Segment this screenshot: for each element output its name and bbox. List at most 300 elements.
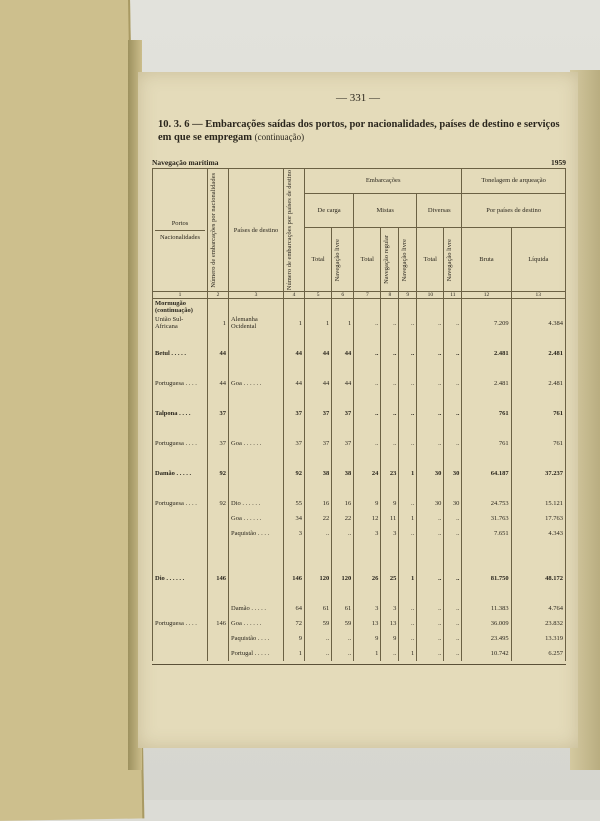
cell-c12: 36.009 xyxy=(462,616,511,631)
column-number: 12 xyxy=(462,292,511,299)
header-livre-2 xyxy=(399,228,417,292)
cell-c12: 2.481 xyxy=(462,376,511,391)
table-title-text: 10. 3. 6 — Embarcações saídas dos portos, por nacionalidades, países de destino e serviços em que se empregam xyxy=(158,119,560,143)
cell-c11 xyxy=(444,586,462,601)
cell-c8: .. xyxy=(381,315,399,331)
cell-c8: 25 xyxy=(381,571,399,586)
cell-port xyxy=(153,586,208,601)
cell-c7 xyxy=(354,586,381,601)
cell-c8: .. xyxy=(381,346,399,361)
cell-dest xyxy=(229,299,284,316)
header-liquida: Líquida xyxy=(511,228,565,292)
cell-c10: .. xyxy=(417,631,444,646)
table-row xyxy=(153,571,566,586)
cell-c10 xyxy=(417,556,444,571)
cell-c6 xyxy=(332,299,354,316)
cell-dest xyxy=(229,481,284,496)
cell-c12: 761 xyxy=(462,436,511,451)
cell-n xyxy=(208,421,229,436)
cell-n: 146 xyxy=(208,571,229,586)
cell-n: 1 xyxy=(208,315,229,331)
cell-c11 xyxy=(444,391,462,406)
cell-dest: Paquistão . . . . xyxy=(229,631,284,646)
cell-c6: 22 xyxy=(332,511,354,526)
cell-c4: 44 xyxy=(284,346,305,361)
cell-c9 xyxy=(399,541,417,556)
cell-c5 xyxy=(305,586,332,601)
cell-c4: 92 xyxy=(284,466,305,481)
cell-c13 xyxy=(511,299,565,316)
cell-c8 xyxy=(381,451,399,466)
cell-c13: 4.343 xyxy=(511,526,565,541)
cell-c5 xyxy=(305,391,332,406)
table-row xyxy=(153,391,566,406)
cell-c9: 1 xyxy=(399,511,417,526)
header-portos-text: Portos xyxy=(171,219,189,227)
cell-n xyxy=(208,481,229,496)
cell-port xyxy=(153,511,208,526)
cell-c12 xyxy=(462,556,511,571)
cell-c10 xyxy=(417,391,444,406)
cell-c13: 15.121 xyxy=(511,496,565,511)
cell-c12 xyxy=(462,331,511,346)
cell-c10 xyxy=(417,331,444,346)
cell-c12 xyxy=(462,299,511,316)
cell-c13 xyxy=(511,361,565,376)
cell-c5: 1 xyxy=(305,315,332,331)
table-row xyxy=(153,496,566,511)
cell-port: Dio . . . . . . xyxy=(153,571,208,586)
header-diversas: Diversas xyxy=(417,193,462,228)
cell-c10: .. xyxy=(417,315,444,331)
cell-c10: .. xyxy=(417,571,444,586)
data-table xyxy=(152,168,566,661)
cell-port: Damão . . . . . xyxy=(153,466,208,481)
cell-c11: .. xyxy=(444,406,462,421)
cell-c9 xyxy=(399,361,417,376)
section-year: 1959 xyxy=(551,158,566,167)
cell-c6: 37 xyxy=(332,436,354,451)
cell-c7: 9 xyxy=(354,496,381,511)
cell-dest: Goa . . . . . . xyxy=(229,436,284,451)
cell-c13: 17.763 xyxy=(511,511,565,526)
section-label: Navegação marítima xyxy=(152,158,219,167)
cell-dest xyxy=(229,346,284,361)
cell-c9: .. xyxy=(399,601,417,616)
cell-c4: 37 xyxy=(284,406,305,421)
cell-dest: Portugal . . . . . xyxy=(229,646,284,661)
cell-port xyxy=(153,526,208,541)
cell-c5 xyxy=(305,451,332,466)
cell-c8: 13 xyxy=(381,616,399,631)
cell-dest xyxy=(229,361,284,376)
cell-c12: 24.753 xyxy=(462,496,511,511)
cell-c5: 37 xyxy=(305,406,332,421)
cell-c12: 23.495 xyxy=(462,631,511,646)
cell-c12 xyxy=(462,361,511,376)
cell-c6 xyxy=(332,556,354,571)
cell-c8 xyxy=(381,541,399,556)
cell-c12: 761 xyxy=(462,406,511,421)
column-number: 1 xyxy=(153,292,208,299)
table-row xyxy=(153,451,566,466)
cell-n: 44 xyxy=(208,346,229,361)
table-row xyxy=(153,331,566,346)
header-livre-1 xyxy=(332,228,354,292)
cell-port xyxy=(153,541,208,556)
cell-port xyxy=(153,361,208,376)
header-numero-text: Número de embarcações por nacionalidades xyxy=(210,172,217,288)
cell-c12: 31.763 xyxy=(462,511,511,526)
table-row xyxy=(153,631,566,646)
cell-c8 xyxy=(381,361,399,376)
cell-c11: .. xyxy=(444,616,462,631)
cell-c4: 44 xyxy=(284,376,305,391)
cell-n: 146 xyxy=(208,616,229,631)
cell-dest: Goa . . . . . . xyxy=(229,616,284,631)
cell-c5 xyxy=(305,361,332,376)
cell-c5 xyxy=(305,331,332,346)
cell-n: 44 xyxy=(208,376,229,391)
cell-c13: 48.172 xyxy=(511,571,565,586)
cell-c7: 12 xyxy=(354,511,381,526)
cell-dest xyxy=(229,571,284,586)
cell-dest xyxy=(229,466,284,481)
header-livre-1-text: Navegação livre xyxy=(334,238,342,281)
cell-c8: .. xyxy=(381,376,399,391)
cell-c13: 13.319 xyxy=(511,631,565,646)
cell-c4: 55 xyxy=(284,496,305,511)
cell-c11: .. xyxy=(444,526,462,541)
cell-c9: .. xyxy=(399,376,417,391)
cell-c11 xyxy=(444,556,462,571)
header-livre-3 xyxy=(444,228,462,292)
cell-c6: 16 xyxy=(332,496,354,511)
header-total-3: Total xyxy=(417,228,444,292)
cell-c10 xyxy=(417,541,444,556)
cell-c9: 1 xyxy=(399,466,417,481)
cell-dest: Paquistão . . . . xyxy=(229,526,284,541)
cell-c10: .. xyxy=(417,511,444,526)
table-row xyxy=(153,541,566,556)
cell-c7: 24 xyxy=(354,466,381,481)
cell-c6: 61 xyxy=(332,601,354,616)
cell-c13: 23.832 xyxy=(511,616,565,631)
cell-c6 xyxy=(332,391,354,406)
cell-n xyxy=(208,299,229,316)
table-row xyxy=(153,315,566,331)
cell-c5: 59 xyxy=(305,616,332,631)
cell-c10: .. xyxy=(417,436,444,451)
cell-c11: .. xyxy=(444,346,462,361)
cell-c4: 37 xyxy=(284,436,305,451)
cell-c6 xyxy=(332,481,354,496)
cell-c6: .. xyxy=(332,526,354,541)
cell-c5 xyxy=(305,481,332,496)
cell-dest xyxy=(229,391,284,406)
header-total-2: Total xyxy=(354,228,381,292)
cell-port xyxy=(153,331,208,346)
cell-c10 xyxy=(417,361,444,376)
cell-c8: 11 xyxy=(381,511,399,526)
header-regular-text: Navegação regular xyxy=(383,235,391,285)
cell-c4 xyxy=(284,451,305,466)
cell-n xyxy=(208,526,229,541)
cell-c5: 61 xyxy=(305,601,332,616)
column-number: 5 xyxy=(305,292,332,299)
cell-c6: 59 xyxy=(332,616,354,631)
cell-n xyxy=(208,646,229,661)
header-tonelagem: Tonelagem de arqueação xyxy=(462,169,566,194)
cell-c9: 1 xyxy=(399,571,417,586)
cell-c4 xyxy=(284,421,305,436)
cell-c13 xyxy=(511,586,565,601)
cell-port xyxy=(153,646,208,661)
cell-c8: 23 xyxy=(381,466,399,481)
bottom-rule xyxy=(152,664,566,665)
cell-c10: .. xyxy=(417,646,444,661)
cell-port xyxy=(153,481,208,496)
cell-dest xyxy=(229,421,284,436)
cell-c11: .. xyxy=(444,511,462,526)
column-number: 3 xyxy=(229,292,284,299)
cell-c11: .. xyxy=(444,646,462,661)
table-row xyxy=(153,406,566,421)
cell-c4: 1 xyxy=(284,315,305,331)
cell-c8: 9 xyxy=(381,496,399,511)
cell-c5: 38 xyxy=(305,466,332,481)
cell-c9 xyxy=(399,421,417,436)
cell-dest xyxy=(229,406,284,421)
cell-c5 xyxy=(305,556,332,571)
cell-c10 xyxy=(417,299,444,316)
cell-c12 xyxy=(462,451,511,466)
cell-c11 xyxy=(444,541,462,556)
header-por-paises: Por países de destino xyxy=(462,193,566,228)
cell-c5 xyxy=(305,541,332,556)
cell-c10: .. xyxy=(417,526,444,541)
cell-c8 xyxy=(381,299,399,316)
cell-c7: .. xyxy=(354,346,381,361)
cell-c4: 72 xyxy=(284,616,305,631)
header-paises: Países de destino xyxy=(229,169,284,292)
cell-c4 xyxy=(284,361,305,376)
cell-port xyxy=(153,451,208,466)
column-number: 4 xyxy=(284,292,305,299)
cell-c4: 146 xyxy=(284,571,305,586)
header-mistas: Mistas xyxy=(354,193,417,228)
column-number: 13 xyxy=(511,292,565,299)
cell-port: Portuguesa . . . . xyxy=(153,436,208,451)
cell-n xyxy=(208,391,229,406)
cell-c12 xyxy=(462,421,511,436)
cell-c13 xyxy=(511,541,565,556)
cell-c8 xyxy=(381,421,399,436)
cell-c9: .. xyxy=(399,526,417,541)
cell-n xyxy=(208,511,229,526)
header-bruta: Bruta xyxy=(462,228,511,292)
table-row xyxy=(153,346,566,361)
cell-c5: 22 xyxy=(305,511,332,526)
cell-dest xyxy=(229,541,284,556)
cell-port: Mormugão (continuação) xyxy=(153,299,208,316)
left-page xyxy=(0,0,144,821)
cell-c13 xyxy=(511,481,565,496)
cell-n: 37 xyxy=(208,406,229,421)
cell-c13: 4.384 xyxy=(511,315,565,331)
cell-c7 xyxy=(354,556,381,571)
cell-c7: 1 xyxy=(354,646,381,661)
cell-c13: 37.237 xyxy=(511,466,565,481)
cell-c11: .. xyxy=(444,631,462,646)
cell-c8 xyxy=(381,586,399,601)
cell-c12: 10.742 xyxy=(462,646,511,661)
cell-n xyxy=(208,331,229,346)
cell-n xyxy=(208,631,229,646)
column-number: 10 xyxy=(417,292,444,299)
cell-c11 xyxy=(444,361,462,376)
cell-c10: .. xyxy=(417,406,444,421)
cell-c9 xyxy=(399,481,417,496)
cell-c9: .. xyxy=(399,631,417,646)
cell-c9: .. xyxy=(399,315,417,331)
table-body xyxy=(153,299,566,662)
cell-c13: 6.257 xyxy=(511,646,565,661)
cell-port: Talpona . . . . xyxy=(153,406,208,421)
cell-dest xyxy=(229,451,284,466)
cell-c10 xyxy=(417,481,444,496)
cell-c4 xyxy=(284,586,305,601)
cell-c12: 7.651 xyxy=(462,526,511,541)
cell-c12 xyxy=(462,391,511,406)
header-portos xyxy=(153,169,208,292)
cell-c11: .. xyxy=(444,601,462,616)
cell-c11: 30 xyxy=(444,466,462,481)
cell-port: Portuguesa . . . . xyxy=(153,376,208,391)
cell-n xyxy=(208,586,229,601)
cell-c7 xyxy=(354,421,381,436)
cell-n xyxy=(208,451,229,466)
cell-n xyxy=(208,601,229,616)
header-total-1: Total xyxy=(305,228,332,292)
table-title-suffix: (continuação) xyxy=(254,132,305,142)
cell-c7: 9 xyxy=(354,631,381,646)
cell-c7: .. xyxy=(354,376,381,391)
cell-c6 xyxy=(332,361,354,376)
table-row xyxy=(153,466,566,481)
cell-c4: 34 xyxy=(284,511,305,526)
cell-c7: 13 xyxy=(354,616,381,631)
cell-c5: .. xyxy=(305,646,332,661)
column-number: 7 xyxy=(354,292,381,299)
table-row xyxy=(153,526,566,541)
cell-c12: 7.209 xyxy=(462,315,511,331)
cell-c9: 1 xyxy=(399,646,417,661)
column-number: 11 xyxy=(444,292,462,299)
cell-c10 xyxy=(417,586,444,601)
cell-c13 xyxy=(511,556,565,571)
cell-c9: .. xyxy=(399,406,417,421)
cell-c11 xyxy=(444,421,462,436)
cell-c13: 2.481 xyxy=(511,376,565,391)
cell-c12: 64.187 xyxy=(462,466,511,481)
cell-c5: .. xyxy=(305,526,332,541)
cell-c9 xyxy=(399,451,417,466)
cell-c5 xyxy=(305,421,332,436)
cell-c7: 3 xyxy=(354,526,381,541)
cell-dest: Goa . . . . . . xyxy=(229,376,284,391)
cell-c8: .. xyxy=(381,436,399,451)
cell-port xyxy=(153,631,208,646)
cell-c11: .. xyxy=(444,436,462,451)
cell-c6 xyxy=(332,586,354,601)
cell-c13 xyxy=(511,421,565,436)
cell-c9 xyxy=(399,299,417,316)
cell-port xyxy=(153,601,208,616)
cell-c6 xyxy=(332,541,354,556)
cell-c7 xyxy=(354,361,381,376)
cell-c4: 3 xyxy=(284,526,305,541)
cell-c12 xyxy=(462,481,511,496)
header-nacionalidades-text: Nacionalidades xyxy=(155,230,205,241)
cell-c9 xyxy=(399,556,417,571)
column-number: 8 xyxy=(381,292,399,299)
cell-n xyxy=(208,361,229,376)
cell-port xyxy=(153,556,208,571)
cell-c8 xyxy=(381,481,399,496)
cell-c10: .. xyxy=(417,616,444,631)
cell-c11: .. xyxy=(444,571,462,586)
cell-c11: .. xyxy=(444,315,462,331)
table-row xyxy=(153,556,566,571)
cell-c10: 30 xyxy=(417,466,444,481)
cell-c5: 16 xyxy=(305,496,332,511)
table-row xyxy=(153,601,566,616)
cell-c6 xyxy=(332,421,354,436)
cell-c6: 1 xyxy=(332,315,354,331)
cell-c4: 1 xyxy=(284,646,305,661)
cell-c4 xyxy=(284,299,305,316)
cell-c9 xyxy=(399,391,417,406)
header-numero-destino-text: Número de embarcações por países de destino xyxy=(286,170,293,291)
cell-c6: 44 xyxy=(332,376,354,391)
cell-c4 xyxy=(284,541,305,556)
cell-c6: 120 xyxy=(332,571,354,586)
cell-c9: .. xyxy=(399,346,417,361)
cell-c12 xyxy=(462,541,511,556)
cell-c6: .. xyxy=(332,631,354,646)
cell-c7: .. xyxy=(354,436,381,451)
cell-c13 xyxy=(511,391,565,406)
cell-c8: .. xyxy=(381,646,399,661)
table-row xyxy=(153,361,566,376)
cell-n: 92 xyxy=(208,496,229,511)
cell-c7 xyxy=(354,299,381,316)
cell-c11 xyxy=(444,451,462,466)
cell-dest xyxy=(229,331,284,346)
cell-port xyxy=(153,421,208,436)
cell-c7 xyxy=(354,481,381,496)
cell-c13 xyxy=(511,331,565,346)
table-row xyxy=(153,616,566,631)
cell-n xyxy=(208,541,229,556)
cell-dest: Goa . . . . . . xyxy=(229,511,284,526)
right-page xyxy=(138,72,578,748)
cell-c4 xyxy=(284,556,305,571)
cell-port xyxy=(153,391,208,406)
header-regular xyxy=(381,228,399,292)
cell-c4: 9 xyxy=(284,631,305,646)
